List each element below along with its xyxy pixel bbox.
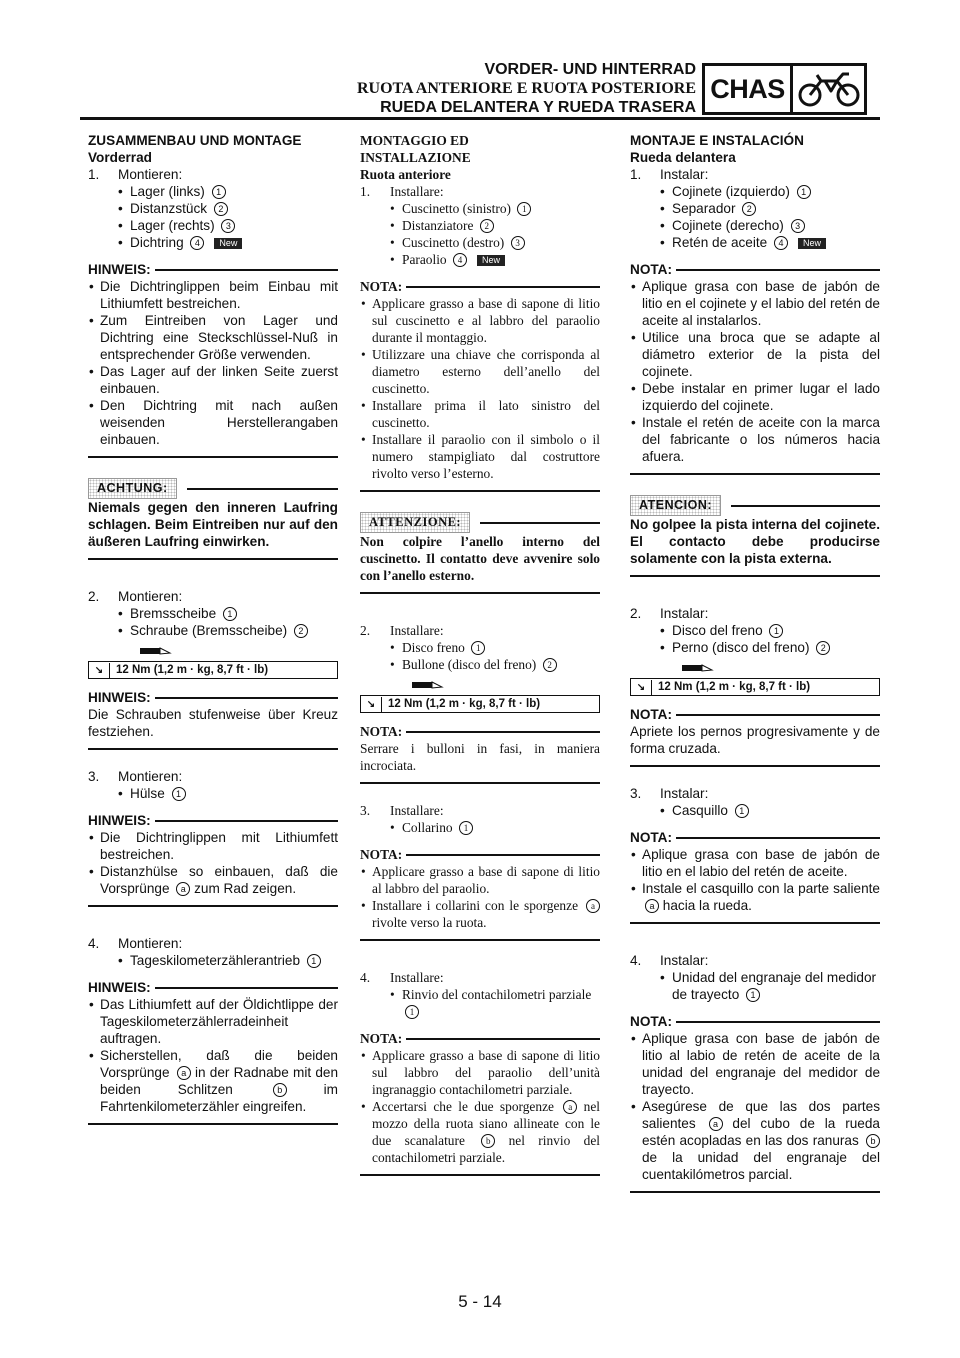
note-heading: HINWEIS: [88, 261, 338, 278]
list-item: • Tageskilometerzählerantrieb 1 [88, 952, 338, 969]
caution-text: Niemals gegen den inneren Laufring schlagen. Beim Eintreiben nur auf den äußeren Laufring einwirken. [88, 500, 338, 549]
list-item: • Unidad del engranaje del medidor de trayecto 1 [630, 969, 880, 1003]
note-heading: NOTA: [360, 723, 600, 740]
caution-text: Non colpire l’anello interno del cuscinetto. Il contatto deve avvenire solo con l’anello esterno. [360, 534, 600, 583]
note-item: • Den Dichtring mit nach außen weisenden Herstellerangaben einbauen. [88, 397, 338, 448]
list-item: • Bullone (disco del freno) 2 [360, 656, 600, 673]
note-item: • Installare il paraolio con il simbolo o il numero stampigliato dal costruttore rivolto verso l’esterno. [360, 431, 600, 482]
list-item: • Separador 2 [630, 200, 880, 217]
torque-value: 12 Nm (1,2 m · kg, 8,7 ft · lb) [658, 681, 811, 693]
step-1: 1. Installare: [360, 184, 444, 199]
torque-spec [88, 643, 338, 679]
list-item: • Hülse 1 [88, 785, 338, 802]
column-italian [360, 132, 600, 1176]
new-badge: New [798, 238, 826, 249]
step-4: 4. Montieren: [88, 936, 183, 951]
note-item: • Instale el retén de aceite con la marca del fabricante o los números hacia afuera. [630, 414, 880, 465]
divider [88, 456, 338, 458]
list-item: • Bremsscheibe 1 [88, 605, 338, 622]
note-item: • Instale el casquillo con la parte saliente a hacia la rueda. [630, 880, 880, 914]
note-text: Apriete los pernos progresivamente y de forma cruzada. [630, 724, 880, 756]
tighten-icon: ↘ [631, 680, 652, 696]
list-item: • Distanziatore 2 [360, 217, 600, 234]
title-spanish: RUEDA DELANTERA Y RUEDA TRASERA [380, 99, 696, 116]
list-item: • Lager (links) 1 [88, 183, 338, 200]
list-item: • Cuscinetto (destro) 3 [360, 234, 600, 251]
note-item: • Das Lager auf der linken Seite zuerst einbauen. [88, 363, 338, 397]
note-item: • Utilizzare una chiave che corrisponda al diametro esterno dell’anello del cuscinetto. [360, 346, 600, 397]
caution-heading [360, 512, 600, 533]
step-2: 2. Montieren: [88, 589, 183, 604]
divider [630, 473, 880, 475]
note-item: • Applicare grasso a base di sapone di litio al labbro del paraolio. [360, 863, 600, 897]
list-item: • Perno (disco del freno) 2 [630, 639, 880, 656]
step-3: 3. Installare: [360, 803, 444, 818]
divider [88, 1123, 338, 1125]
list-item: • Casquillo 1 [630, 802, 880, 819]
title-italian: RUOTA ANTERIORE E RUOTA POSTERIORE [356, 80, 696, 97]
note-item: • Debe instalar en primer lugar el lado izquierdo del cojinete. [630, 380, 880, 414]
note-item: • Accertarsi che le due sporgenze a nel mozzo della ruota siano allineate con le due scanalature b nel rinvio del contachilometri parziale. [360, 1098, 600, 1166]
list-item: • Disco freno 1 [360, 639, 600, 656]
step-4: 4. Installare: [360, 970, 444, 985]
note-heading: HINWEIS: [88, 689, 338, 706]
page-number: 5 - 14 [458, 1292, 502, 1311]
list-item: • Distanzstück 2 [88, 200, 338, 217]
list-item: • Collarino 1 [360, 819, 600, 836]
note-item: • Sicherstellen, daß die beiden Vorsprünge a in der Radnabe mit den beiden Schlitzen b im Fahrtenkilometerzähler eingreifen. [88, 1047, 338, 1115]
column-german [88, 132, 338, 1125]
step-3: 3. Instalar: [630, 786, 709, 801]
note-item: • Das Lithiumfett auf der Öldichtlippe der Tageskilometerzählerradeinheit auftragen. [88, 996, 338, 1047]
new-badge: New [477, 255, 505, 266]
note-heading: NOTA: [630, 261, 880, 278]
tighten-icon: ↘ [89, 663, 110, 679]
tighten-icon: ↘ [361, 697, 382, 713]
list-item: • Paraolio 4 New [360, 251, 600, 268]
note-item: • Installare i collarini con le sporgenze a rivolte verso la ruota. [360, 897, 600, 931]
note-heading: HINWEIS: [88, 812, 338, 829]
torque-spec [630, 660, 880, 696]
torque-wrench-icon [138, 643, 174, 659]
note-heading: NOTA: [360, 278, 600, 295]
list-item: • Cojinete (izquierdo) 1 [630, 183, 880, 200]
note-item: • Die Dichtringlippen beim Einbau mit Lithiumfett bestreichen. [88, 278, 338, 312]
new-badge: New [214, 238, 242, 249]
section-subheading: Rueda delantera [630, 150, 736, 165]
step-2: 2. Installare: [360, 623, 444, 638]
section-heading: ZUSAMMENBAU UND MONTAGE [88, 133, 302, 148]
list-item: • Disco del freno 1 [630, 622, 880, 639]
torque-value: 12 Nm (1,2 m · kg, 8,7 ft · lb) [116, 664, 269, 676]
list-item: • Dichtring 4 New [88, 234, 338, 251]
note-item: • Distanzhülse so einbauen, daß die Vorsprünge a zum Rad zeigen. [88, 863, 338, 897]
caution-tag: ATENCION: [630, 495, 721, 516]
column-spanish [630, 132, 880, 1193]
step-4: 4. Instalar: [630, 953, 709, 968]
note-heading: NOTA: [360, 1030, 600, 1047]
torque-value: 12 Nm (1,2 m · kg, 8,7 ft · lb) [388, 698, 541, 710]
note-item: • Applicare grasso a base di sapone di litio sul labbro del paraolio dell’unità ingranaggio contachilometri parziale. [360, 1047, 600, 1098]
title-german: VORDER- UND HINTERRAD [484, 61, 696, 78]
note-item: • Zum Eintreiben von Lager und Dichtring eine Steckschlüssel-Nuß in entsprechender Größe verwenden. [88, 312, 338, 363]
header-rule [80, 117, 880, 120]
header-titles [357, 60, 696, 117]
section-badge [702, 63, 867, 115]
note-item: • Aplique grasa con base de jabón de litio en el labio del retén de aceite. [630, 846, 880, 880]
list-item: • Lager (rechts) 3 [88, 217, 338, 234]
note-item: • Die Dichtringlippen mit Lithiumfett bestreichen. [88, 829, 338, 863]
divider [360, 1174, 600, 1176]
note-text: Die Schrauben stufenweise über Kreuz festziehen. [88, 707, 338, 739]
note-item: • Aplique grasa con base de jabón de litio al labio de retén de aceite de la unidad del engranaje del medidor de trayecto. [630, 1030, 880, 1098]
section-subheading: Vorderrad [88, 150, 152, 165]
caution-tag: ACHTUNG: [88, 478, 177, 499]
step-2: 2. Instalar: [630, 606, 709, 621]
section-heading-line2: INSTALLAZIONE [360, 150, 471, 165]
list-item: • Rinvio del contachilometri parziale 1 [360, 986, 600, 1020]
torque-spec [360, 677, 600, 713]
list-item: • Cojinete (derecho) 3 [630, 217, 880, 234]
note-heading: NOTA: [630, 706, 880, 723]
note-heading: NOTA: [360, 846, 600, 863]
note-item: • Asegúrese de que las dos partes salientes a del cubo de la rueda estén acopladas en las dos ranuras b de la unidad del engranaje del cuentakilómetros parcial. [630, 1098, 880, 1183]
step-1: 1. Montieren: [88, 167, 183, 182]
step-3: 3. Montieren: [88, 769, 183, 784]
note-text: Serrare i bulloni in fasi, in maniera incrociata. [360, 741, 600, 773]
torque-wrench-icon [680, 660, 716, 676]
list-item: • Cuscinetto (sinistro) 1 [360, 200, 600, 217]
caution-heading [88, 478, 338, 499]
motorcycle-icon [793, 66, 864, 112]
section-heading: MONTAJE E INSTALACIÓN [630, 133, 804, 148]
torque-wrench-icon [410, 677, 446, 693]
note-item: • Installare prima il lato sinistro del cuscinetto. [360, 397, 600, 431]
section-heading: MONTAGGIO ED [360, 133, 469, 148]
divider [360, 490, 600, 492]
note-heading: HINWEIS: [88, 979, 338, 996]
section-subheading: Ruota anteriore [360, 167, 451, 182]
note-item: • Utilice una broca que se adapte al diámetro exterior de la pista del cojinete. [630, 329, 880, 380]
note-item: • Applicare grasso a base di sapone di litio sul cuscinetto e al labbro del paraolio durante il montaggio. [360, 295, 600, 346]
divider [630, 1191, 880, 1193]
step-1: 1. Instalar: [630, 167, 709, 182]
caution-heading [630, 495, 880, 516]
caution-tag: ATTENZIONE: [360, 512, 470, 533]
caution-text: No golpee la pista interna del cojinete. El contacto debe producirse solamente con la pista externa. [630, 517, 880, 566]
list-item: • Retén de aceite 4 New [630, 234, 880, 251]
note-heading: NOTA: [630, 1013, 880, 1030]
note-item: • Aplique grasa con base de jabón de litio en el cojinete y el labio del retén de aceite al instalarlos. [630, 278, 880, 329]
note-heading: NOTA: [630, 829, 880, 846]
list-item: • Schraube (Bremsscheibe) 2 [88, 622, 338, 639]
section-label: CHAS [705, 66, 793, 112]
